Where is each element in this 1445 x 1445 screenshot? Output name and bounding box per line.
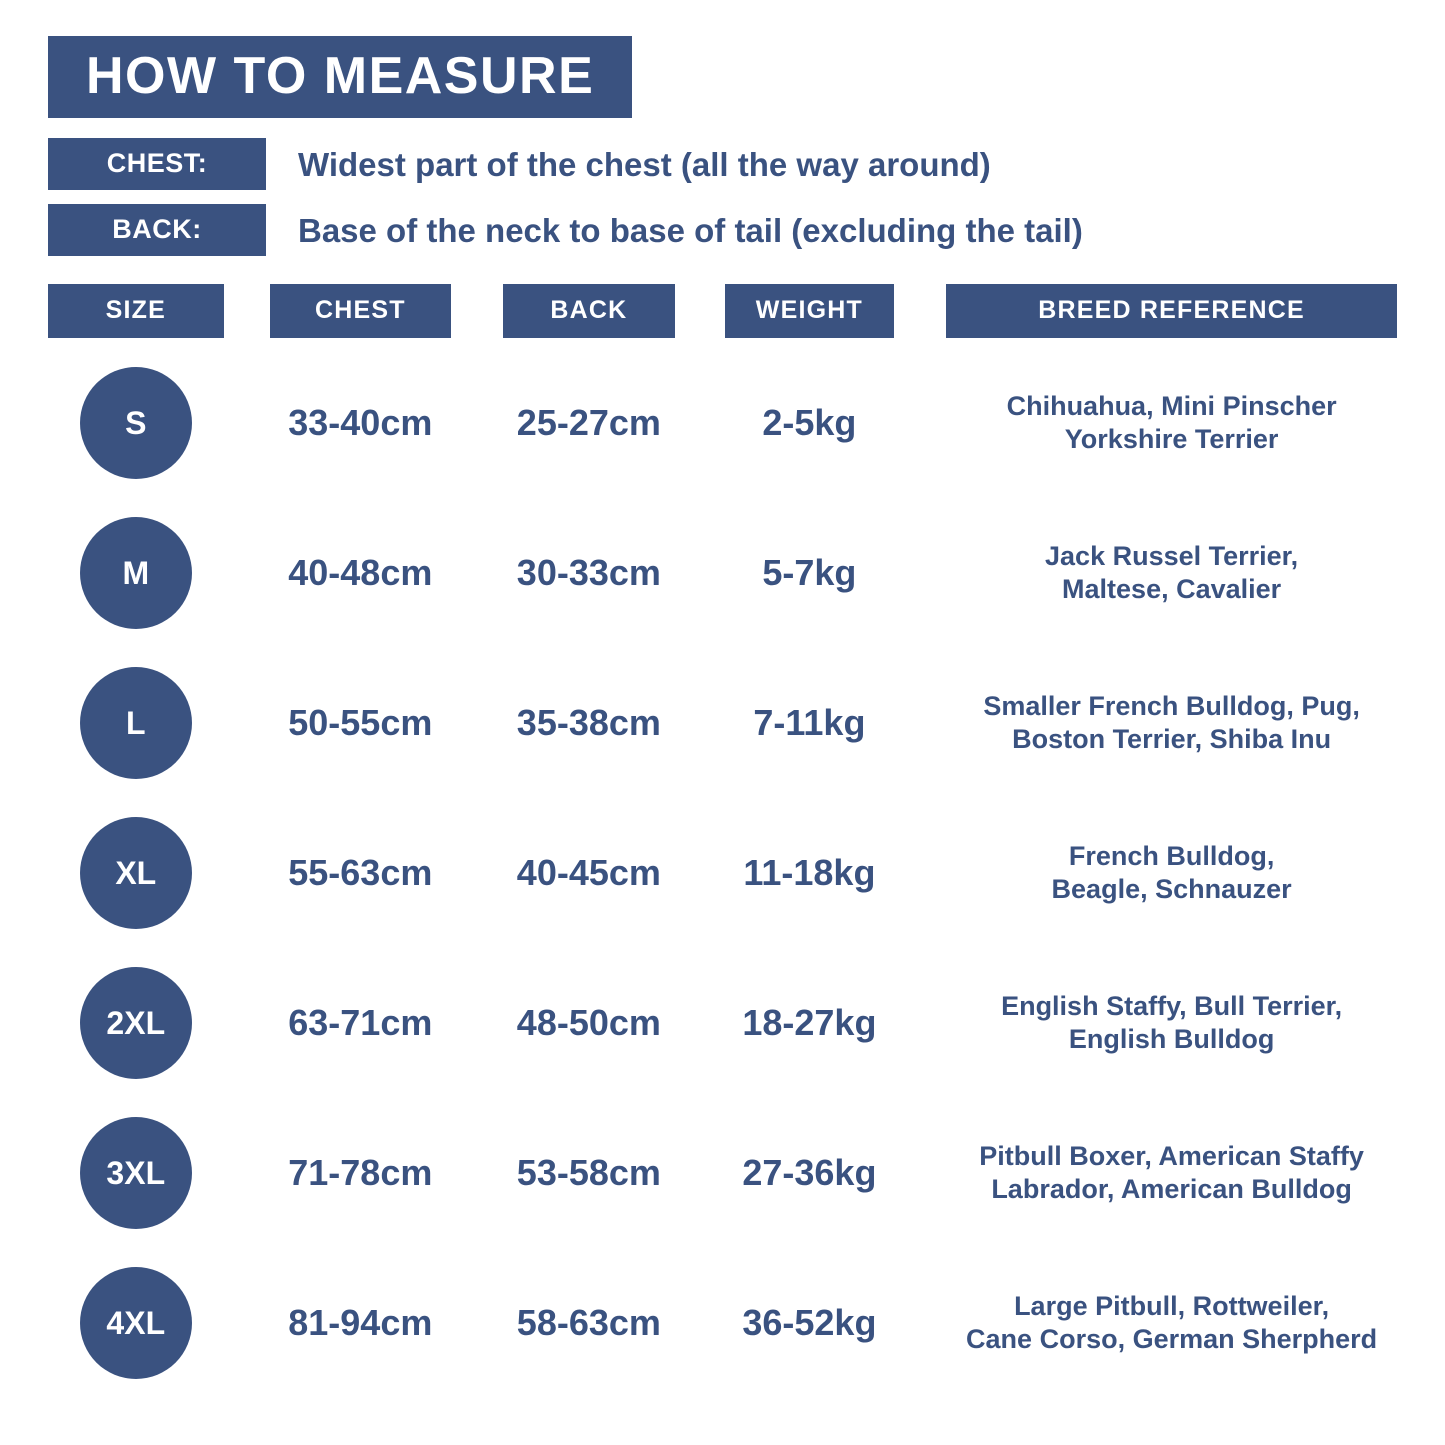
back-cell: 30-33cm: [516, 552, 661, 594]
table-header-row: [48, 284, 1397, 338]
weight-cell: 18-27kg: [742, 1002, 877, 1044]
size-cell: [48, 367, 224, 479]
breed-line: Maltese, Cavalier: [1062, 574, 1282, 604]
table-row: [48, 1098, 1397, 1248]
breed-cell: [946, 540, 1397, 606]
breed-line: English Staffy, Bull Terrier,: [1001, 991, 1343, 1022]
breed-line: Beagle, Schnauzer: [1051, 874, 1292, 904]
size-chart-table: [48, 284, 1397, 1398]
breed-cell: [946, 990, 1397, 1056]
size-badge: 3XL: [80, 1117, 192, 1229]
column-header-back: BACK: [503, 284, 675, 338]
breed-line: Jack Russel Terrier,: [1045, 541, 1299, 572]
back-cell: 35-38cm: [516, 702, 661, 744]
size-badge: 4XL: [80, 1267, 192, 1379]
chest-cell: 50-55cm: [288, 702, 433, 744]
chest-cell: 33-40cm: [288, 402, 433, 444]
chest-cell: 81-94cm: [288, 1302, 433, 1344]
breed-cell: [946, 1140, 1397, 1206]
table-row: [48, 348, 1397, 498]
size-badge: S: [80, 367, 192, 479]
breed-line: English Bulldog: [1068, 1024, 1275, 1054]
instruction-row-back: [48, 204, 1397, 256]
table-row: [48, 498, 1397, 648]
table-row: [48, 798, 1397, 948]
breed-line: Boston Terrier, Shiba Inu: [1012, 724, 1332, 754]
column-header-weight: WEIGHT: [725, 284, 895, 338]
chest-cell: 40-48cm: [288, 552, 433, 594]
instruction-label-chest: CHEST:: [48, 138, 266, 190]
size-badge: XL: [80, 817, 192, 929]
breed-line: Yorkshire Terrier: [1064, 424, 1279, 454]
breed-line: Cane Corso, German Sherpherd: [966, 1324, 1378, 1354]
table-row: [48, 648, 1397, 798]
table-row: [48, 1248, 1397, 1398]
measurement-instructions: [48, 138, 1397, 256]
back-cell: 25-27cm: [516, 402, 661, 444]
instruction-text-back: Base of the neck to base of tail (excluding the tail): [298, 211, 1083, 249]
weight-cell: 36-52kg: [742, 1302, 877, 1344]
weight-cell: 5-7kg: [762, 552, 857, 594]
chest-cell: 55-63cm: [288, 852, 433, 894]
breed-line: Labrador, American Bulldog: [991, 1174, 1352, 1204]
breed-cell: [946, 390, 1397, 456]
back-cell: 40-45cm: [516, 852, 661, 894]
chest-cell: 71-78cm: [288, 1152, 433, 1194]
back-cell: 48-50cm: [516, 1002, 661, 1044]
column-header-breed: BREED REFERENCE: [946, 284, 1397, 338]
instruction-text-chest: Widest part of the chest (all the way around): [298, 145, 991, 183]
page-title: HOW TO MEASURE: [48, 36, 632, 118]
breed-cell: [946, 690, 1397, 756]
instruction-row-chest: [48, 138, 1397, 190]
size-cell: [48, 1117, 224, 1229]
back-cell: 53-58cm: [516, 1152, 661, 1194]
table-row: [48, 948, 1397, 1098]
size-badge: L: [80, 667, 192, 779]
instruction-label-back: BACK:: [48, 204, 266, 256]
breed-line: French Bulldog,: [1068, 841, 1275, 872]
breed-line: Large Pitbull, Rottweiler,: [1014, 1291, 1330, 1322]
column-header-size: SIZE: [48, 284, 224, 338]
size-cell: [48, 1267, 224, 1379]
back-cell: 58-63cm: [516, 1302, 661, 1344]
column-header-chest: CHEST: [270, 284, 452, 338]
weight-cell: 7-11kg: [753, 702, 866, 744]
size-badge: M: [80, 517, 192, 629]
breed-line: Chihuahua, Mini Pinscher: [1006, 391, 1337, 422]
size-cell: [48, 817, 224, 929]
breed-cell: [946, 1290, 1397, 1356]
size-badge: 2XL: [80, 967, 192, 1079]
table-body: [48, 348, 1397, 1398]
breed-line: Smaller French Bulldog, Pug,: [983, 691, 1360, 722]
size-cell: [48, 967, 224, 1079]
breed-line: Pitbull Boxer, American Staffy: [979, 1141, 1364, 1172]
weight-cell: 27-36kg: [742, 1152, 877, 1194]
breed-cell: [946, 840, 1397, 906]
weight-cell: 2-5kg: [762, 402, 857, 444]
size-cell: [48, 667, 224, 779]
weight-cell: 11-18kg: [743, 852, 876, 894]
chest-cell: 63-71cm: [288, 1002, 433, 1044]
size-cell: [48, 517, 224, 629]
